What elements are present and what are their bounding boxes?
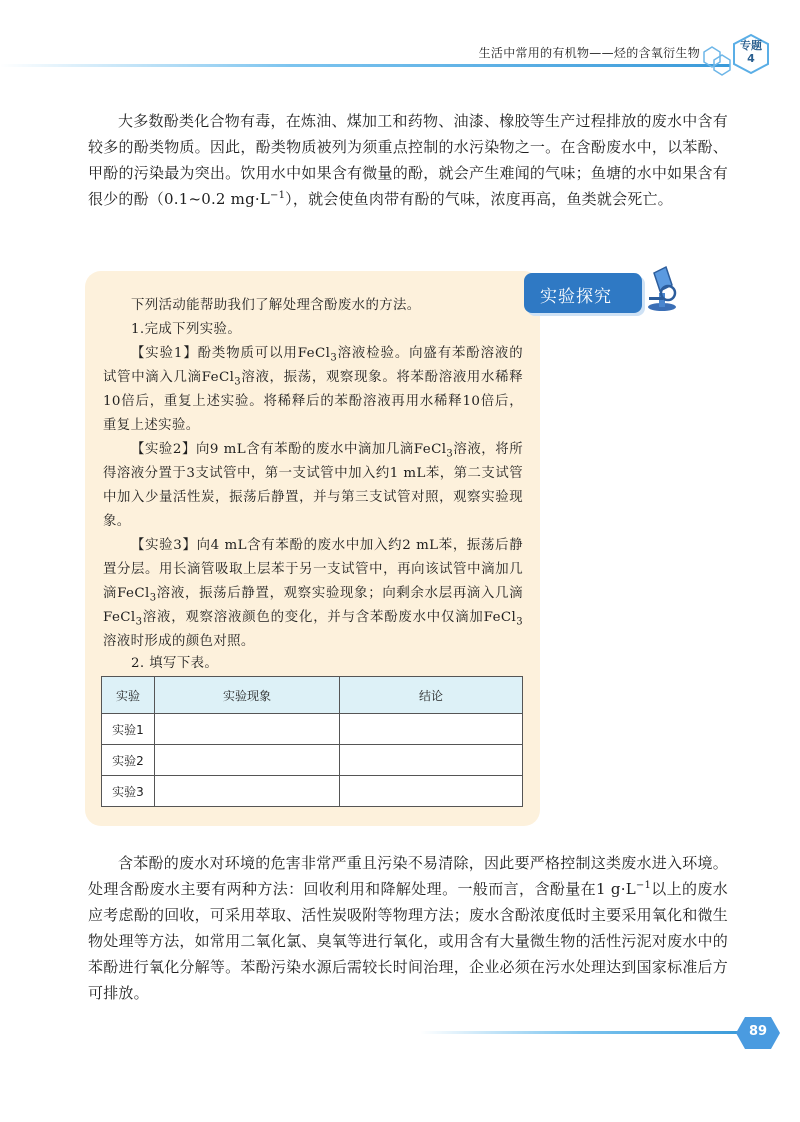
sub-3: 3	[330, 352, 338, 364]
experiment-step1: 1.完成下列实验。	[131, 322, 242, 337]
closing-text-b: 以上的废水应考虑酚的回收，可采用萃取、活性炭吸附等物理方法；废水含酚浓度低时主要采用氧化和微生物处理等方法，如常用二氧化氯、臭氧等进行氧化，或用含有大量微生物的活性污泥对废水中的苯酚进行氧化分解等。苯酚污染水源后需较长时间治理，企业必须在污水处理达到国家标准后方可排放。	[88, 880, 728, 1002]
exp1-text-a: 【实验1】酚类物质可以用FeCl	[131, 346, 331, 361]
table-header-row	[102, 677, 523, 714]
table-cell-conclusion[interactable]	[340, 776, 523, 807]
footer-rule	[420, 1031, 740, 1034]
table-header-cell: 结论	[340, 677, 523, 714]
intro-text-a: 大多数酚类化合物有毒，在炼油、煤加工和药物、油漆、橡胶等生产过程排放的废水中含有较多的酚类物质。因此，酚类物质被列为须重点控制的水污染物之一。在含酚废水中，以苯酚、甲酚的污染最为突出。饮用水中如果含有微量的酚，就会产生难闻的气味；鱼塘的水中如果含有很少的酚（0.1~0.2 mg·L	[88, 112, 728, 208]
exp3-text-d: 溶液时形成的颜色对照。	[103, 634, 255, 649]
closing-sup: −1	[635, 880, 652, 891]
intro-paragraph	[88, 108, 728, 212]
sub-3: 3	[135, 616, 143, 628]
exp2-text-b: 溶液，将所得溶液分置于3支试管中，第一支试管中加入约1 mL苯，第二支试管中加入少量活性炭，振荡后静置，并与第三支试管对照，观察实验现象。	[103, 442, 524, 529]
sub-3: 3	[234, 376, 242, 388]
exp3-text-c: 溶液，观察溶液颜色的变化，并与含苯酚废水中仅滴加FeCl	[142, 610, 517, 625]
table-cell-conclusion[interactable]	[340, 745, 523, 776]
experiment-tag-label: 实验探究	[540, 287, 612, 307]
table-header-cell: 实验现象	[155, 677, 340, 714]
chapter-title: 生活中常用的有机物——烃的含氧衍生物	[478, 46, 700, 60]
experiment-2	[103, 438, 523, 534]
table-cell-observation[interactable]	[155, 776, 340, 807]
exp1-text-b: 溶液检验。向盛有苯酚溶液的试管中滴入几滴FeCl	[103, 346, 524, 385]
intro-text-b: ），就会使鱼肉带有酚的气味，浓度再高，鱼类就会死亡。	[285, 190, 673, 208]
chapter-badge-label	[731, 39, 771, 65]
exp2-text-a: 【实验2】向9 mL含有苯酚的废水中滴加几滴FeCl	[131, 442, 447, 457]
table-row	[102, 714, 523, 745]
table-cell-conclusion[interactable]	[340, 714, 523, 745]
intro-sup: −1	[270, 190, 286, 201]
table-row-label: 实验1	[102, 714, 155, 745]
table-cell-observation[interactable]	[155, 714, 340, 745]
closing-text-a: 含苯酚的废水对环境的危害非常严重且污染不易清除，因此要严格控制这类废水进入环境。处理含酚废水主要有两种方法：回收利用和降解处理。一般而言，含酚量在1 g·L	[88, 854, 728, 898]
exp3-text-a: 【实验3】向4 mL含有苯酚的废水中加入约2 mL苯，振荡后静置分层。用长滴管吸取上层苯于另一支试管中，再向该试管中滴加几滴FeCl	[103, 538, 523, 601]
sub-3: 3	[446, 448, 454, 460]
microscope-icon	[640, 263, 684, 313]
header-rule	[0, 64, 730, 67]
page-number: 89	[748, 1024, 768, 1039]
badge-number: 4	[747, 52, 755, 65]
table-row	[102, 745, 523, 776]
experiment-intro: 下列活动能帮助我们了解处理含酚废水的方法。	[131, 298, 421, 313]
experiment-3	[103, 534, 523, 654]
experiment-1	[103, 342, 523, 438]
exp1-text-c: 溶液，振荡，观察现象。将苯酚溶液用水稀释10倍后，重复上述实验。将稀释后的苯酚溶液再用水稀释10倍后，重复上述实验。	[103, 370, 523, 433]
badge-label: 专题	[740, 39, 762, 52]
sub-3: 3	[516, 616, 523, 628]
closing-paragraph	[88, 850, 728, 1006]
table-row-label: 实验3	[102, 776, 155, 807]
table-row	[102, 776, 523, 807]
exp3-text-b: 溶液，振荡后静置，观察实验现象；向剩余水层再滴入几滴FeCl	[103, 586, 523, 625]
table-header-cell: 实验	[102, 677, 155, 714]
sub-3: 3	[149, 592, 157, 604]
experiment-step2: 2. 填写下表。	[131, 656, 219, 671]
results-table	[101, 676, 523, 807]
table-cell-observation[interactable]	[155, 745, 340, 776]
table-row-label: 实验2	[102, 745, 155, 776]
